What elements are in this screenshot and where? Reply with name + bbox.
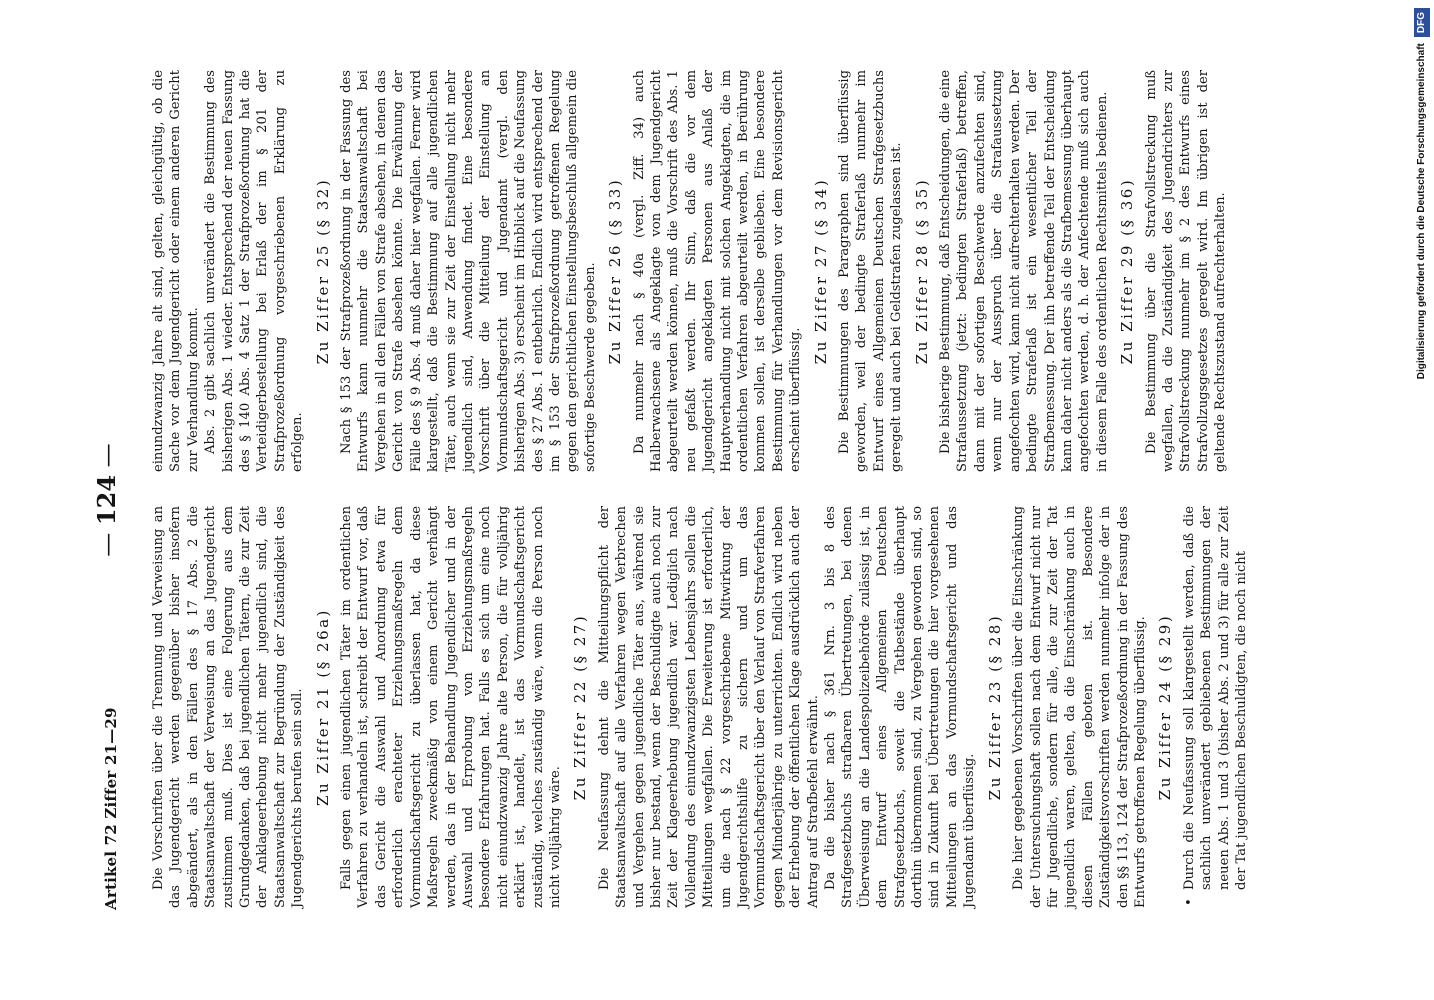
section-heading: Zu Ziffer 27 (§ 34)	[811, 177, 830, 365]
paragraph: Die Bestimmung über die Strafvollstreckung muß wegfallen, da die Zuständigkeit des Jugendrichters zur Strafvollstreckung nunmehr im § 2 des Entwurfs eines Strafvollzugsgesetzes geregelt wird. Im übrigen ist der geltende Rechtszustand aufrechterhalten.	[1143, 70, 1229, 472]
page-number: — 124 —	[92, 90, 121, 910]
section-heading: Zu Ziffer 21 (§ 26a)	[313, 608, 332, 806]
paragraph: Die bisherige Bestimmung, daß Entscheidungen, die eine Strafaussetzung (jetzt: bedingten Straferlaß) betreffen, dann mit der sofortigen Beschwerde anzufechten sind, wenn nur der Ausspruch über die Strafaussetzung angefochten wird, kann nicht aufrechterhalten werden. Der bedingte Straferlaß ist ein wesentlicher Teil der Strafbemessung. Der ihn betreffende Teil der Entscheidung kann daher nicht anders als die Strafbemessung überhaupt angefochten werden, d. h. der Anfechtende muß sich auch in diesem Falle des ordentlichen Rechtsmittels bedienen.	[938, 70, 1110, 472]
paragraph: Da die bisher nach § 361 Nrn. 3 bis 8 des Strafgesetzbuchs strafbaren Übertretungen, bei denen Überweisung an die Landespolizeibehörde zulässig ist, in dem Entwurf eines Allgemeinen Deutschen Strafgesetzbuchs, soweit die Tatbestände überhaupt dorthin übernommen sind, zu Vergehen geworden sind, so sind in Zukunft bei Übertretungen die hier vorgesehenen Mitteilungen an das Vormundschaftsgericht und das Jugendamt überflüssig.	[823, 506, 978, 908]
paragraph: Da nunmehr nach § 40a (vergl. Ziff. 34) auch Halberwachsene als Angeklagte von dem Jugendgericht abgeurteilt werden können, muß die Vorschrift des Abs. 1 neu gefaßt werden. Ihr Sinn, daß die vor dem Jugendgericht angeklagten Personen aus Anlaß der Hauptverhandlung nicht mit solchen Angeklagten, die im ordentlichen Verfahren abgeurteilt werden, in Berührung kommen sollen, ist derselbe geblieben. Eine besondere Bestimmung für Verhandlungen vor dem Revisionsgericht erscheint überflüssig.	[631, 70, 804, 472]
right-column	[150, 70, 1230, 472]
bullet-icon: •	[1181, 898, 1197, 906]
section-heading: Zu Ziffer 28 (§ 35)	[912, 177, 931, 365]
section-heading: Zu Ziffer 23 (§ 28)	[985, 613, 1004, 801]
section-heading: Zu Ziffer 24 (§ 29)	[1156, 613, 1175, 801]
funding-sidebar	[1410, 8, 1434, 992]
bullet-paragraph	[1181, 506, 1251, 908]
dfg-logo: DFG	[1414, 8, 1430, 37]
right-intro: Abs. 2 gibt sachlich unverändert die Bestimmung des bisherigen Abs. 1 wieder. Entsprechend der neuen Fassung des § 140 Abs. 4 Satz 1 der Strafprozeßordnung hat die Verteidigerbestellung bei Erlaß der im § 201 der Strafprozeßordnung vorgeschriebenen Erklärung zu erfolgen.	[203, 70, 306, 472]
paragraph: Die Neufassung dehnt die Mitteilungspflicht der Staatsanwaltschaft auf alle Verfahren wegen Verbrechen und Vergehen gegen jugendliche Täter aus, während sie bisher nur bestand, wenn der Beschuldigte auch noch zur Zeit der Klageerhebung jugendlich war. Lediglich nach Vollendung des einundzwanzigsten Lebensjahrs sollen die Mitteilungen wegfallen. Die Erweiterung ist erforderlich, um die nach § 22 vorgeschriebene Mitwirkung der Jugendgerichtshilfe zu sichern und um das Vormundschaftsgericht über den Verlauf von Strafverfahren gegen Minderjährige zu unterrichten. Endlich wird neben der Erhebung der öffentlichen Klage ausdrücklich auch der Antrag auf Strafbefehl erwähnt.	[596, 506, 821, 908]
page-header	[92, 90, 132, 910]
section-heading: Zu Ziffer 26 (§ 33)	[606, 177, 625, 365]
left-intro: Die Vorschriften über die Trennung und Verweisung an das Jugendgericht werden gegenüber bisher insofern abgeändert, als in den Fällen des § 17 Abs. 2 die Staatsanwaltschaft der Verweisung an das Jugendgericht zustimmen muß. Dies ist eine Folgerung aus dem Grundgedanken, daß bei jugendlichen Tätern, die zur Zeit der Anklageerhebung nicht mehr jugendlich sind, die Staatsanwaltschaft zur Begründung der Zuständigkeit des Jugendgerichts berufen sein soll.	[151, 506, 306, 908]
paragraph: Nach § 153 der Strafprozeßordnung in der Fassung des Entwurfs kann nunmehr die Staatsanwaltschaft bei Vergehen in all den Fällen von Strafe absehen, in denen das Gericht von Strafe absehen könnte. Die Erwähnung der Fälle des § 9 Abs. 4 muß daher hier wegfallen. Ferner wird klargestellt, daß die Bestimmung auf alle jugendlichen Täter, auch wenn sie zur Zeit der Einstellung nicht mehr jugendlich sind, Anwendung findet. Eine besondere Vorschrift über die Mitteilung der Einstellung an Vormundschaftsgericht und Jugendamt (vergl. den bisherigen Abs. 3) erscheint im Hinblick auf die Neufassung des § 27 Abs. 1 entbehrlich. Endlich wird entsprechend der im § 153 der Strafprozeßordnung getroffenen Regelung gegen den gerichtlichen Einstellungsbeschluß allgemein die sofortige Beschwerde gegeben.	[339, 70, 598, 472]
funding-notice-text: Digitalisierung gefördert durch die Deutsche Forschungsgemeinschaft	[1416, 43, 1427, 380]
right-intro: einundzwanzig Jahre alt sind, gelten, gleichgültig, ob die Sache vor dem Jugendgericht oder einem anderen Gericht zur Verhandlung kommt.	[151, 70, 201, 472]
running-title: Artikel 72 Ziffer 21—29	[102, 707, 120, 910]
bullet-text: Durch die Neufassung soll klargestellt werden, daß die sachlich unverändert gebliebenen Bestimmungen der neuen Abs. 1 und 3 (bisher Abs. 2 und 3) für alle zur Zeit der Tat jugendlichen Beschuldigten, die noch nicht	[1181, 506, 1249, 890]
paragraph: Falls gegen einen jugendlichen Täter im ordentlichen Verfahren zu verhandeln ist, schreibt der Entwurf vor, daß das Gericht die Auswahl und Anordnung etwa für erforderlich erachteter Erziehungsmaßregeln dem Vormundschaftsgericht zu überlassen hat, da diese Maßregeln zweckmäßig von einem Gericht verhängt werden, das in der Behandlung Jugendlicher und in der Auswahl und Erprobung von Erziehungsmaßregeln besondere Erfahrungen hat. Falls es sich um eine noch nicht einundzwanzig Jahre alte Person, die für volljährig erklärt ist, handelt, ist das Vormundschaftsgericht zuständig, welches zuständig wäre, wenn die Person noch nicht volljährig wäre.	[339, 506, 563, 908]
left-column	[150, 506, 1250, 908]
section-heading: Zu Ziffer 25 (§ 32)	[313, 177, 332, 365]
paragraph: Die hier gegebenen Vorschriften über die Einschränkung der Untersuchungshaft sollen nach dem Entwurf nicht nur für Jugendliche, sondern für alle, die zur Zeit der Tat jugendlich waren, gelten, da die Einschränkung auch in diesen Fällen geboten ist. Besondere Zuständigkeitsvorschriften werden nunmehr infolge der in den §§ 113, 124 der Strafprozeßordnung in der Fassung des Entwurfs getroffenen Regelung überflüssig.	[1011, 506, 1148, 908]
section-heading: Zu Ziffer 22 (§ 27)	[571, 613, 590, 801]
section-heading: Zu Ziffer 29 (§ 36)	[1118, 177, 1137, 365]
paragraph: Die Bestimmungen des Paragraphen sind überflüssig geworden, weil der bedingte Straferlaß nunmehr im Entwurf eines Allgemeinen Deutschen Strafgesetzbuchs geregelt und auch bei Geldstrafen zugelassen ist.	[837, 70, 905, 472]
funding-notice	[1410, 8, 1434, 992]
